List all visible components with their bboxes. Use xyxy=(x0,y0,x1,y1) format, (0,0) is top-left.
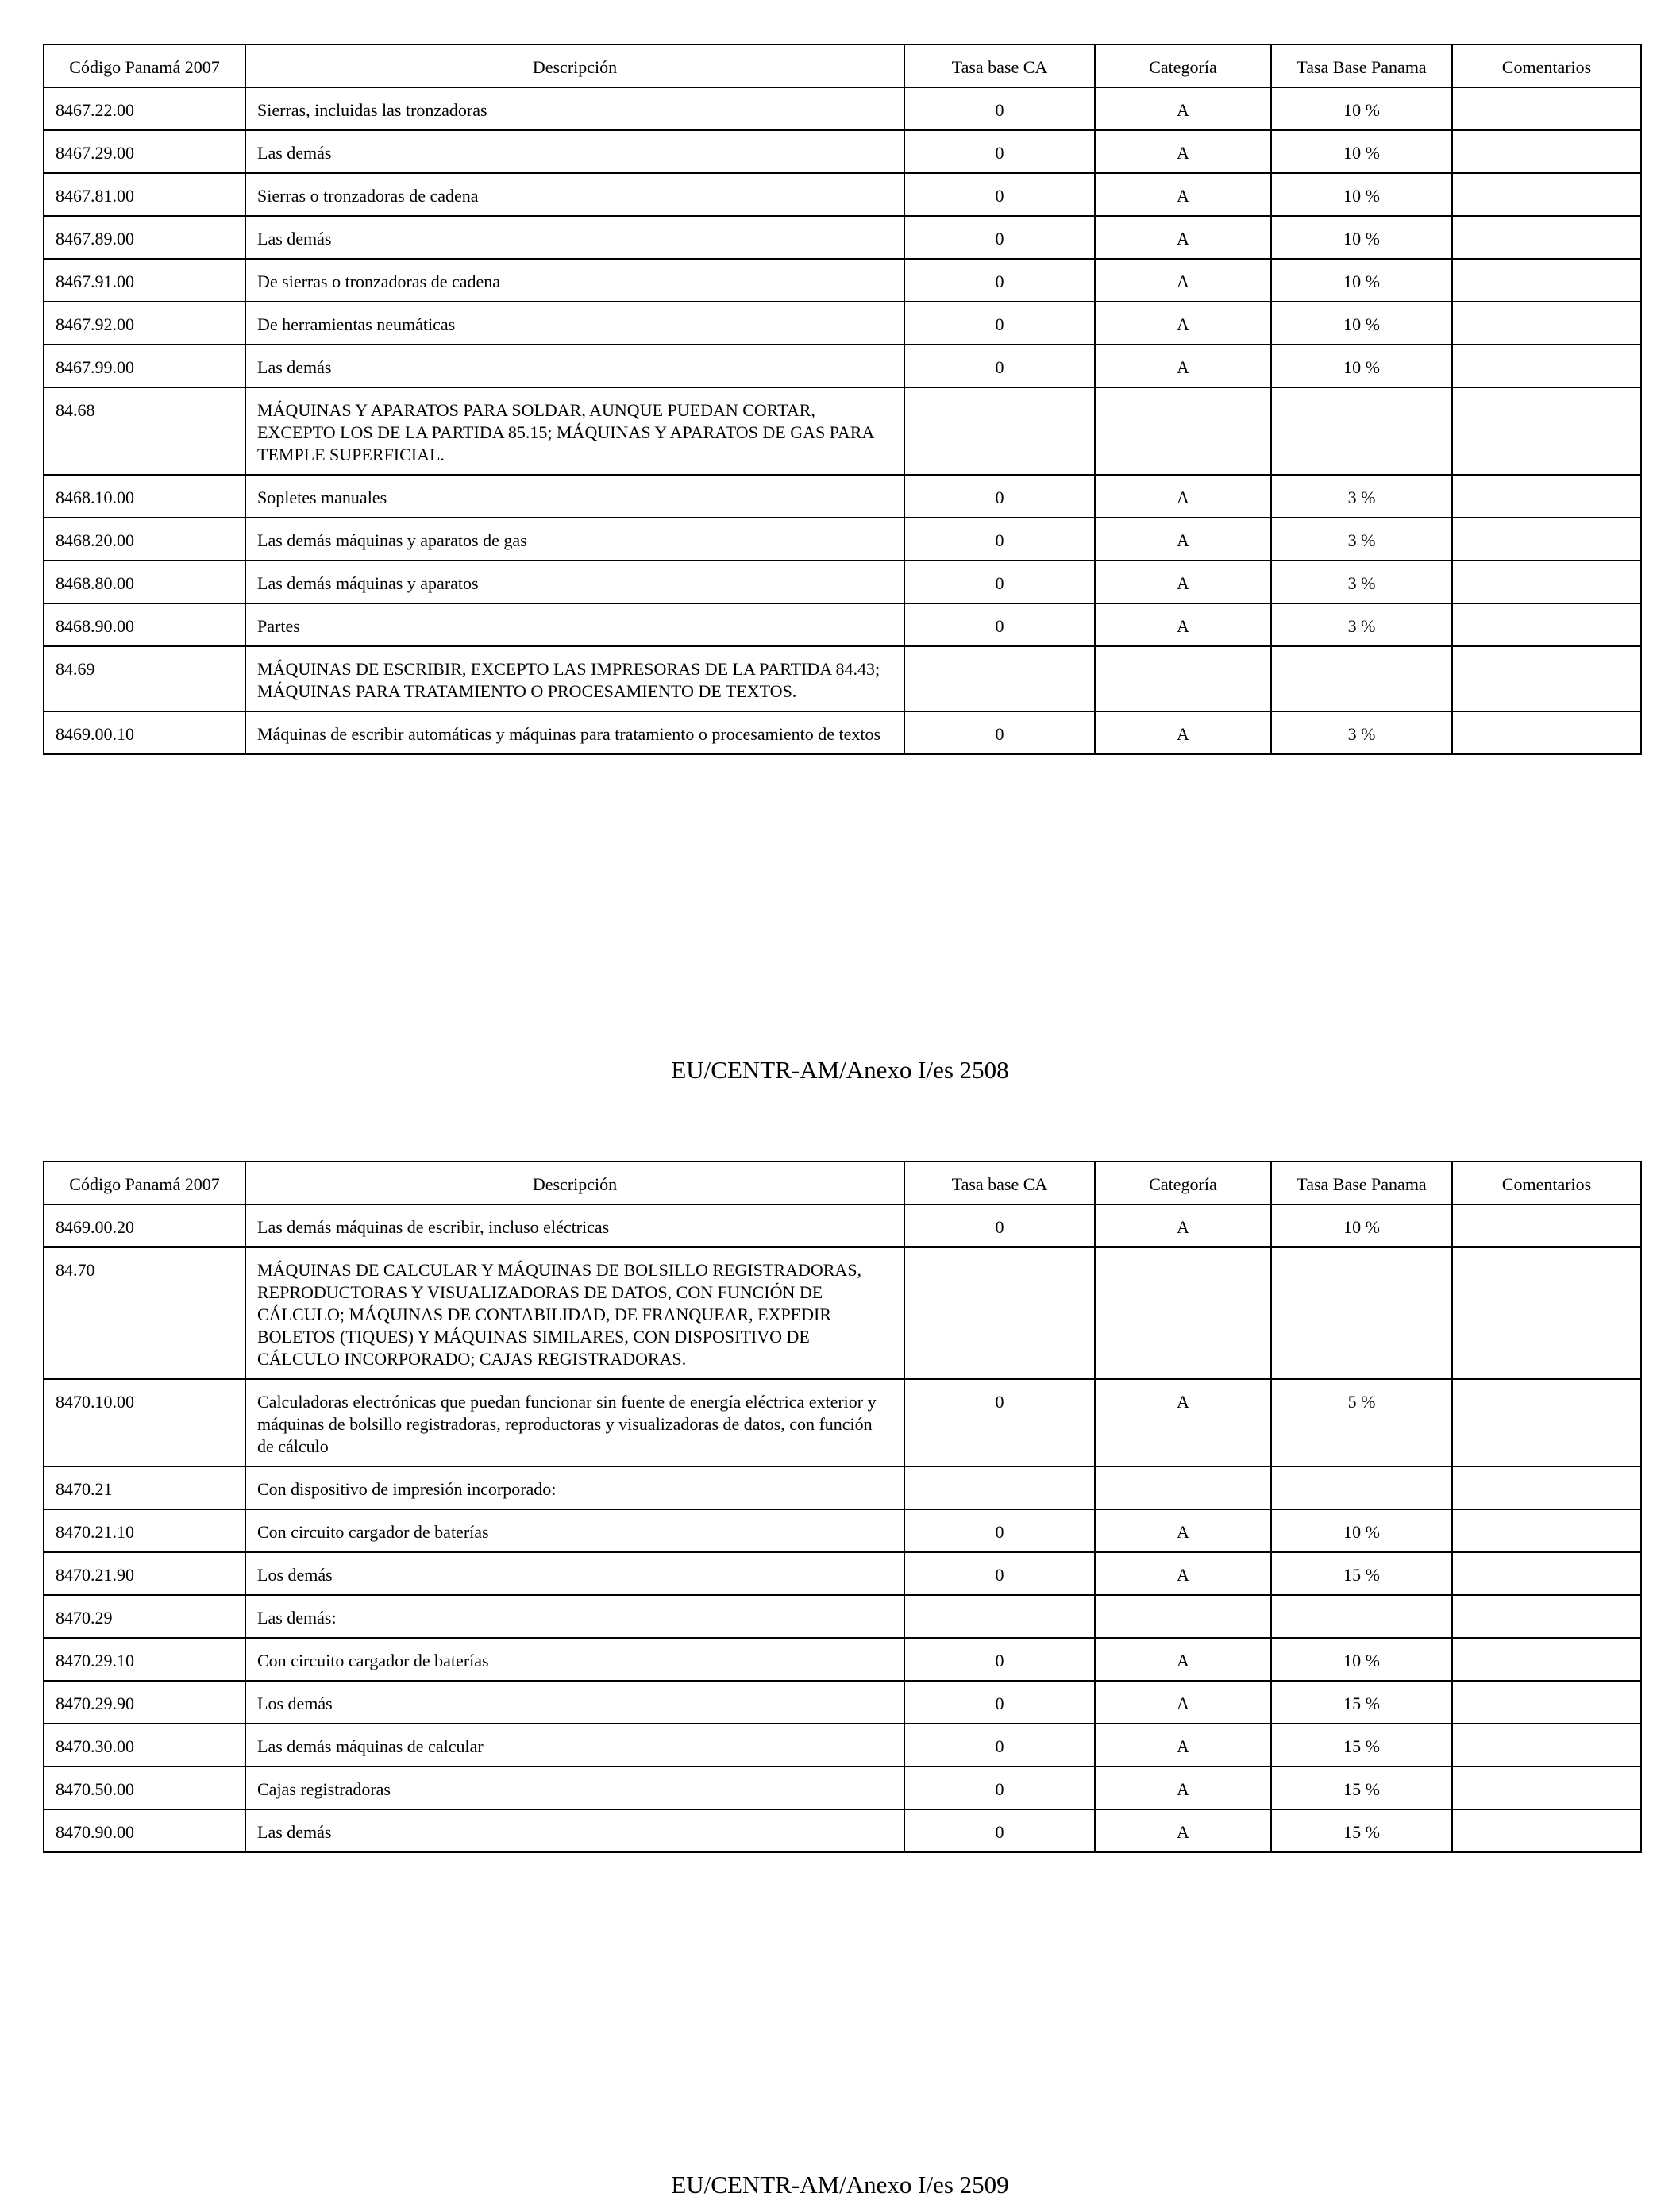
cell-rate-panama: 5 % xyxy=(1271,1379,1452,1466)
cell-category: A xyxy=(1095,1681,1271,1724)
cell-category: A xyxy=(1095,1767,1271,1809)
cell-comments xyxy=(1452,561,1641,603)
cell-comments xyxy=(1452,1204,1641,1247)
cell-rate-ca: 0 xyxy=(904,1809,1095,1852)
cell-rate-panama: 15 % xyxy=(1271,1552,1452,1595)
cell-description: De herramientas neumáticas xyxy=(245,302,904,345)
cell-rate-panama: 10 % xyxy=(1271,302,1452,345)
cell-rate-ca: 0 xyxy=(904,1509,1095,1552)
cell-description: Calculadoras electrónicas que puedan funcionar sin fuente de energía eléctrica exterior y máquinas de bolsillo registradoras, reproductoras y visualizadoras de datos, con función de cálculo xyxy=(245,1379,904,1466)
cell-rate-ca: 0 xyxy=(904,345,1095,387)
cell-code: 8470.21 xyxy=(44,1466,245,1509)
table-header-row xyxy=(44,44,1641,87)
table-row xyxy=(44,87,1641,130)
header-category: Categoría xyxy=(1095,44,1271,87)
cell-rate-ca: 0 xyxy=(904,1638,1095,1681)
cell-comments xyxy=(1452,259,1641,302)
cell-description: De sierras o tronzadoras de cadena xyxy=(245,259,904,302)
cell-code: 8467.91.00 xyxy=(44,259,245,302)
cell-rate-panama: 10 % xyxy=(1271,130,1452,173)
cell-code: 8470.30.00 xyxy=(44,1724,245,1767)
cell-rate-panama xyxy=(1271,1466,1452,1509)
cell-category: A xyxy=(1095,475,1271,518)
table-row xyxy=(44,475,1641,518)
cell-comments xyxy=(1452,216,1641,259)
cell-comments xyxy=(1452,173,1641,216)
cell-category: A xyxy=(1095,1204,1271,1247)
table-row xyxy=(44,1767,1641,1809)
cell-rate-ca xyxy=(904,387,1095,475)
cell-description: Las demás máquinas de calcular xyxy=(245,1724,904,1767)
cell-rate-panama: 10 % xyxy=(1271,87,1452,130)
table-row xyxy=(44,259,1641,302)
table-row xyxy=(44,345,1641,387)
cell-code: 8467.89.00 xyxy=(44,216,245,259)
cell-comments xyxy=(1452,1595,1641,1638)
cell-comments xyxy=(1452,646,1641,711)
cell-category: A xyxy=(1095,87,1271,130)
cell-description: Las demás máquinas de escribir, incluso eléctricas xyxy=(245,1204,904,1247)
header-description: Descripción xyxy=(245,44,904,87)
cell-rate-ca: 0 xyxy=(904,518,1095,561)
cell-code: 8469.00.20 xyxy=(44,1204,245,1247)
cell-description: Sierras o tronzadoras de cadena xyxy=(245,173,904,216)
cell-code: 8470.21.90 xyxy=(44,1552,245,1595)
table-row xyxy=(44,173,1641,216)
cell-rate-ca: 0 xyxy=(904,711,1095,754)
tariff-table-page-2508 xyxy=(43,44,1642,755)
cell-code: 8470.90.00 xyxy=(44,1809,245,1852)
cell-description: MÁQUINAS Y APARATOS PARA SOLDAR, AUNQUE PUEDAN CORTAR, EXCEPTO LOS DE LA PARTIDA 85.15; MÁQUINAS Y APARATOS DE GAS PARA TEMPLE SUPERFICIAL. xyxy=(245,387,904,475)
cell-rate-panama: 3 % xyxy=(1271,475,1452,518)
table-header-row xyxy=(44,1162,1641,1204)
cell-description: Las demás máquinas y aparatos xyxy=(245,561,904,603)
cell-category xyxy=(1095,1247,1271,1379)
cell-comments xyxy=(1452,1466,1641,1509)
cell-description: Las demás xyxy=(245,345,904,387)
header-description: Descripción xyxy=(245,1162,904,1204)
cell-category: A xyxy=(1095,259,1271,302)
cell-rate-panama: 10 % xyxy=(1271,345,1452,387)
cell-category xyxy=(1095,387,1271,475)
cell-code: 84.68 xyxy=(44,387,245,475)
header-code: Código Panamá 2007 xyxy=(44,1162,245,1204)
cell-comments xyxy=(1452,1509,1641,1552)
cell-rate-ca: 0 xyxy=(904,216,1095,259)
header-rate-panama: Tasa Base Panama xyxy=(1271,44,1452,87)
cell-description: MÁQUINAS DE CALCULAR Y MÁQUINAS DE BOLSILLO REGISTRADORAS, REPRODUCTORAS Y VISUALIZADORAS DE DATOS, CON FUNCIÓN DE CÁLCULO; MÁQUINAS DE CONTABILIDAD, DE FRANQUEAR, EXPEDIR BOLETOS (TIQUES) Y MÁQUINAS SIMILARES, CON DISPOSITIVO DE CÁLCULO INCORPORADO; CAJAS REGISTRADORAS. xyxy=(245,1247,904,1379)
header-comments: Comentarios xyxy=(1452,44,1641,87)
tariff-table-page-2509 xyxy=(43,1161,1642,1853)
cell-category: A xyxy=(1095,1638,1271,1681)
cell-category xyxy=(1095,1466,1271,1509)
cell-rate-ca xyxy=(904,646,1095,711)
table-row xyxy=(44,1552,1641,1595)
cell-rate-ca: 0 xyxy=(904,561,1095,603)
cell-description: Sierras, incluidas las tronzadoras xyxy=(245,87,904,130)
cell-description: Las demás xyxy=(245,1809,904,1852)
cell-code: 8470.29 xyxy=(44,1595,245,1638)
cell-category: A xyxy=(1095,345,1271,387)
cell-description: Las demás xyxy=(245,130,904,173)
cell-category: A xyxy=(1095,603,1271,646)
cell-rate-ca: 0 xyxy=(904,173,1095,216)
header-rate-ca: Tasa base CA xyxy=(904,1162,1095,1204)
cell-comments xyxy=(1452,711,1641,754)
cell-code: 8470.29.90 xyxy=(44,1681,245,1724)
cell-rate-panama: 10 % xyxy=(1271,1638,1452,1681)
cell-rate-ca: 0 xyxy=(904,603,1095,646)
cell-code: 8468.90.00 xyxy=(44,603,245,646)
table-row xyxy=(44,1466,1641,1509)
cell-rate-panama: 10 % xyxy=(1271,216,1452,259)
cell-comments xyxy=(1452,1247,1641,1379)
table-row xyxy=(44,518,1641,561)
cell-code: 8467.99.00 xyxy=(44,345,245,387)
cell-category: A xyxy=(1095,518,1271,561)
cell-description: Sopletes manuales xyxy=(245,475,904,518)
cell-rate-panama: 15 % xyxy=(1271,1767,1452,1809)
cell-comments xyxy=(1452,1809,1641,1852)
cell-rate-ca: 0 xyxy=(904,87,1095,130)
table-row xyxy=(44,1204,1641,1247)
cell-rate-ca: 0 xyxy=(904,1681,1095,1724)
cell-rate-ca: 0 xyxy=(904,130,1095,173)
cell-description: Los demás xyxy=(245,1681,904,1724)
cell-description: Cajas registradoras xyxy=(245,1767,904,1809)
table-row xyxy=(44,302,1641,345)
cell-rate-panama xyxy=(1271,1595,1452,1638)
cell-code: 8468.80.00 xyxy=(44,561,245,603)
cell-rate-ca: 0 xyxy=(904,1767,1095,1809)
cell-code: 8467.22.00 xyxy=(44,87,245,130)
cell-description: Máquinas de escribir automáticas y máquinas para tratamiento o procesamiento de textos xyxy=(245,711,904,754)
cell-rate-panama: 15 % xyxy=(1271,1809,1452,1852)
header-rate-panama: Tasa Base Panama xyxy=(1271,1162,1452,1204)
header-code: Código Panamá 2007 xyxy=(44,44,245,87)
cell-rate-panama: 3 % xyxy=(1271,711,1452,754)
cell-category: A xyxy=(1095,711,1271,754)
cell-category xyxy=(1095,1595,1271,1638)
header-comments: Comentarios xyxy=(1452,1162,1641,1204)
cell-rate-panama: 10 % xyxy=(1271,1509,1452,1552)
cell-category: A xyxy=(1095,1809,1271,1852)
table-row xyxy=(44,216,1641,259)
cell-rate-panama: 10 % xyxy=(1271,173,1452,216)
cell-rate-panama: 3 % xyxy=(1271,603,1452,646)
table-row xyxy=(44,1509,1641,1552)
cell-rate-ca xyxy=(904,1595,1095,1638)
cell-rate-panama: 3 % xyxy=(1271,518,1452,561)
cell-comments xyxy=(1452,1552,1641,1595)
cell-code: 8467.81.00 xyxy=(44,173,245,216)
cell-description: MÁQUINAS DE ESCRIBIR, EXCEPTO LAS IMPRESORAS DE LA PARTIDA 84.43; MÁQUINAS PARA TRATAMIENTO O PROCESAMIENTO DE TEXTOS. xyxy=(245,646,904,711)
cell-rate-ca: 0 xyxy=(904,259,1095,302)
cell-code: 8468.20.00 xyxy=(44,518,245,561)
cell-rate-ca: 0 xyxy=(904,1379,1095,1466)
cell-code: 8470.10.00 xyxy=(44,1379,245,1466)
cell-comments xyxy=(1452,1379,1641,1466)
cell-category: A xyxy=(1095,216,1271,259)
cell-comments xyxy=(1452,87,1641,130)
cell-description: Las demás: xyxy=(245,1595,904,1638)
cell-code: 8468.10.00 xyxy=(44,475,245,518)
table-row xyxy=(44,711,1641,754)
cell-comments xyxy=(1452,1681,1641,1724)
header-rate-ca: Tasa base CA xyxy=(904,44,1095,87)
cell-code: 8467.29.00 xyxy=(44,130,245,173)
cell-description: Con circuito cargador de baterías xyxy=(245,1509,904,1552)
cell-comments xyxy=(1452,130,1641,173)
cell-code: 8470.29.10 xyxy=(44,1638,245,1681)
cell-description: Los demás xyxy=(245,1552,904,1595)
cell-rate-ca: 0 xyxy=(904,1724,1095,1767)
cell-rate-ca: 0 xyxy=(904,1204,1095,1247)
cell-comments xyxy=(1452,345,1641,387)
cell-comments xyxy=(1452,302,1641,345)
cell-category: A xyxy=(1095,1552,1271,1595)
cell-rate-ca: 0 xyxy=(904,1552,1095,1595)
cell-rate-panama: 10 % xyxy=(1271,1204,1452,1247)
cell-category: A xyxy=(1095,1724,1271,1767)
cell-code: 8467.92.00 xyxy=(44,302,245,345)
cell-rate-panama: 3 % xyxy=(1271,561,1452,603)
cell-rate-ca xyxy=(904,1247,1095,1379)
table-row xyxy=(44,1638,1641,1681)
table-row xyxy=(44,603,1641,646)
header-category: Categoría xyxy=(1095,1162,1271,1204)
cell-category: A xyxy=(1095,1379,1271,1466)
table-body xyxy=(44,1204,1641,1852)
cell-category: A xyxy=(1095,1509,1271,1552)
cell-description: Las demás máquinas y aparatos de gas xyxy=(245,518,904,561)
cell-rate-panama xyxy=(1271,646,1452,711)
cell-comments xyxy=(1452,1724,1641,1767)
cell-code: 8470.50.00 xyxy=(44,1767,245,1809)
cell-comments xyxy=(1452,387,1641,475)
cell-rate-panama: 15 % xyxy=(1271,1724,1452,1767)
table-row xyxy=(44,1681,1641,1724)
cell-comments xyxy=(1452,603,1641,646)
cell-rate-panama xyxy=(1271,1247,1452,1379)
table-row xyxy=(44,1724,1641,1767)
cell-rate-panama: 10 % xyxy=(1271,259,1452,302)
cell-category: A xyxy=(1095,302,1271,345)
cell-comments xyxy=(1452,475,1641,518)
cell-description: Partes xyxy=(245,603,904,646)
cell-rate-ca xyxy=(904,1466,1095,1509)
cell-category: A xyxy=(1095,561,1271,603)
table-row xyxy=(44,387,1641,475)
cell-category xyxy=(1095,646,1271,711)
table-row xyxy=(44,130,1641,173)
cell-category: A xyxy=(1095,173,1271,216)
table-row xyxy=(44,1809,1641,1852)
cell-comments xyxy=(1452,1767,1641,1809)
table-row xyxy=(44,1379,1641,1466)
table-row xyxy=(44,1595,1641,1638)
cell-code: 84.70 xyxy=(44,1247,245,1379)
cell-description: Con circuito cargador de baterías xyxy=(245,1638,904,1681)
cell-rate-ca: 0 xyxy=(904,475,1095,518)
cell-comments xyxy=(1452,518,1641,561)
cell-code: 8470.21.10 xyxy=(44,1509,245,1552)
cell-rate-ca: 0 xyxy=(904,302,1095,345)
table-body xyxy=(44,87,1641,754)
cell-comments xyxy=(1452,1638,1641,1681)
page-footer-2509: EU/CENTR-AM/Anexo I/es 2509 xyxy=(671,2171,1009,2198)
table-row xyxy=(44,1247,1641,1379)
cell-category: A xyxy=(1095,130,1271,173)
table-row xyxy=(44,561,1641,603)
cell-description: Las demás xyxy=(245,216,904,259)
cell-rate-panama xyxy=(1271,387,1452,475)
table-row xyxy=(44,646,1641,711)
cell-description: Con dispositivo de impresión incorporado: xyxy=(245,1466,904,1509)
cell-code: 8469.00.10 xyxy=(44,711,245,754)
cell-code: 84.69 xyxy=(44,646,245,711)
cell-rate-panama: 15 % xyxy=(1271,1681,1452,1724)
page-footer-2508: EU/CENTR-AM/Anexo I/es 2508 xyxy=(671,1056,1009,1084)
